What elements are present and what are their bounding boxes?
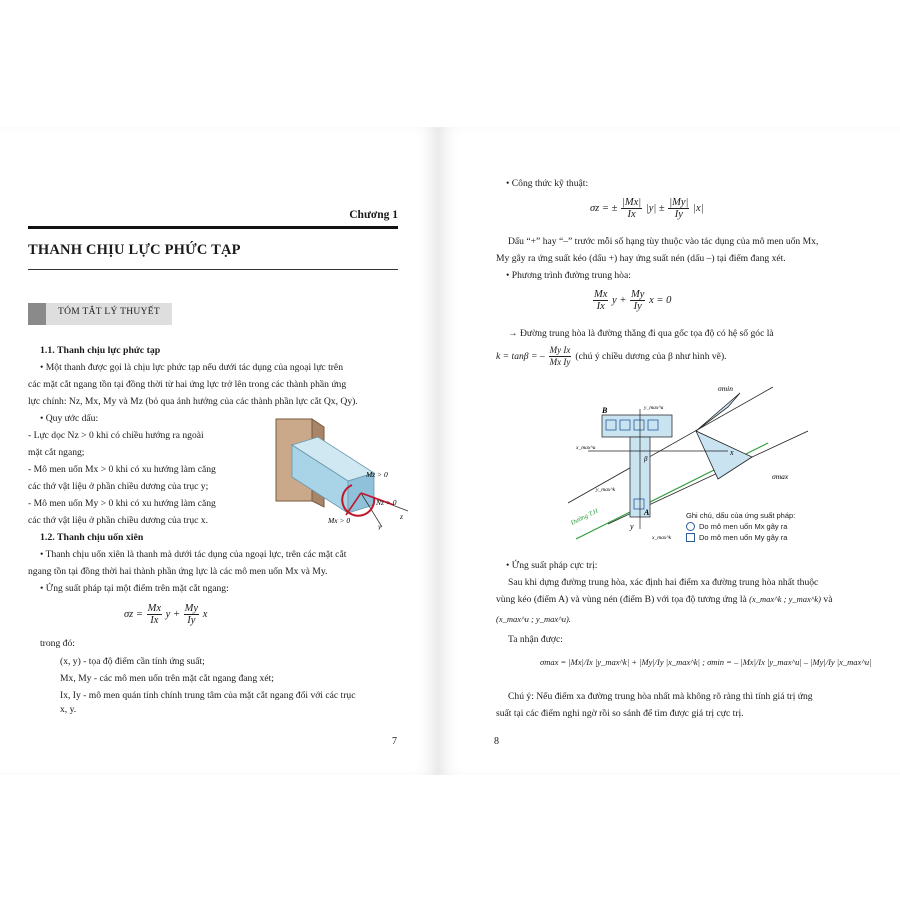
fig-label-mz: Mz > 0 xyxy=(366,470,388,479)
chapter-label: Chương 1 xyxy=(349,209,398,221)
legend-row-1 xyxy=(686,522,787,531)
formula-3-den-1: Ix xyxy=(596,301,605,312)
fig-sigma-max: σmax xyxy=(772,472,789,481)
fig-label-y: y xyxy=(378,522,382,530)
definition-3-line-2: x, y. xyxy=(60,704,77,715)
where-label: trong đó: xyxy=(40,638,75,649)
bullet-neutral-axis: • Phương trình đường trung hòa: xyxy=(506,270,631,281)
summary-marker xyxy=(28,303,46,325)
fig-ymax-u: y_max^u xyxy=(644,405,664,411)
s1-line-3: lực chính: Nz, Mx, My và Mz (bỏ qua ảnh hưởng của các thành phần lực cắt Qx, Qy). xyxy=(28,396,358,407)
formula-3-frac-2 xyxy=(630,289,645,312)
extreme-line-1: Sau khi dựng đường trung hòa, xác định hai điểm xa đường trung hòa nhất thuộc xyxy=(508,577,819,588)
bullet-technical-formula: • Công thức kỹ thuật: xyxy=(506,178,589,189)
neutral-axis-slope xyxy=(496,345,727,368)
formula-extreme-stress: σmax = |Mx|/Ix |y_max^k| + |My|/Iy |x_max^k| ; σmin = – |Mx|/Ix |y_max^u| – |My|/Iy |x_max^u| xyxy=(540,657,872,667)
summary-banner xyxy=(28,303,172,325)
fig-xmax-u: x_max^u xyxy=(576,445,596,451)
formula-2-var-2: |x| xyxy=(693,202,704,214)
extreme-coord-1: (x_max^k ; y_max^k) xyxy=(749,594,821,604)
formula-2-var-1: |y| ± xyxy=(645,202,665,214)
extreme-line-2-and: và xyxy=(823,594,833,605)
rule-1-line-1: - Lực dọc Nz > 0 khi có chiều hướng ra ngoài xyxy=(28,430,204,441)
summary-label: TÓM TẮT LÝ THUYẾT xyxy=(58,307,160,317)
rule-2-line-1: - Mô men uốn Mx > 0 khi có xu hướng làm căng xyxy=(28,464,216,475)
formula-3-frac-1 xyxy=(593,289,608,312)
formula-1-num-2: My xyxy=(184,603,199,614)
neutral-axis-line-1: → Đường trung hòa là đường thẳng đi qua gốc tọa độ có hệ số góc là xyxy=(508,328,774,339)
formula-2-num-1: |Mx| xyxy=(622,197,642,208)
rule-3-line-2: các thớ vật liệu ở phần chiều dương của trục x. xyxy=(28,515,208,526)
slope-den: Mx Iy xyxy=(549,357,571,367)
definition-2: Mx, My - các mô men uốn trên mặt cắt ngang đang xét; xyxy=(60,673,274,684)
definition-1: (x, y) - tọa độ điểm cần tính ứng suất; xyxy=(60,656,205,667)
formula-2-lhs: σz = ± xyxy=(590,202,618,214)
sign-explanation-line-2: My gây ra ứng suất kéo (dấu +) hay ứng suất nén (dấu –) tại điểm đang xét. xyxy=(496,253,786,264)
legend-title: Ghi chú, dấu của ứng suất pháp: xyxy=(686,511,796,520)
s2-line-2: ngang tồn tại đồng thời hai thành phần ứng lực là các mô men uốn Mx và My. xyxy=(28,566,328,577)
slope-note: (chú ý chiều dương của β như hình vẽ). xyxy=(575,351,727,362)
formula-3-den-2: Iy xyxy=(633,301,642,312)
formula-1-den-2: Iy xyxy=(187,615,196,626)
slope-num: My Ix xyxy=(549,345,571,355)
fig-sigma-min: σmin xyxy=(718,384,733,393)
chapter-title: THANH CHỊU LỰC PHỨC TẠP xyxy=(28,242,241,258)
title-rule xyxy=(28,269,398,270)
fig-neutral-line: Đường T.H xyxy=(569,507,600,527)
fig-label-z: z xyxy=(400,512,403,521)
formula-2-frac-1 xyxy=(621,197,642,220)
formula-2-frac-2 xyxy=(668,197,689,220)
formula-1-num-1: Mx xyxy=(147,603,162,614)
bullet-extreme-stress: • Ứng suất pháp cực trị: xyxy=(506,560,598,571)
extreme-coord-2: (x_max^u ; y_max^u). xyxy=(496,614,571,624)
left-page xyxy=(0,127,438,775)
formula-2-den-1: Ix xyxy=(627,209,636,220)
formula-1-var-1: y + xyxy=(165,608,181,620)
extreme-line-2 xyxy=(496,591,832,608)
fig-ymax-k: y_max^k xyxy=(596,487,616,493)
formula-1-frac-2 xyxy=(184,603,199,626)
fig-beta: β xyxy=(644,455,648,463)
right-page xyxy=(438,127,900,775)
chapter-rule-top xyxy=(28,226,398,229)
fig-xmax-k: x_max^k xyxy=(652,535,672,541)
s1-line-1: • Một thanh được gọi là chịu lực phức tạp nếu dưới tác dụng của ngoại lực trên xyxy=(40,362,343,373)
rule-3-line-1: - Mô men uốn My > 0 khi có xu hướng làm căng xyxy=(28,498,216,509)
page-number-left: 7 xyxy=(392,736,397,747)
extreme-line-2-text: vùng kéo (điểm A) và vùng nén (điểm B) với tọa độ tương ứng là xyxy=(496,594,747,605)
result-label: Ta nhận được: xyxy=(508,634,563,645)
formula-neutral-axis xyxy=(592,289,671,312)
slope-lhs: k = tanβ = – xyxy=(496,351,545,362)
section-2-heading: 1.2. Thanh chịu uốn xiên xyxy=(40,532,144,543)
fig-axis-y: y xyxy=(630,522,634,531)
fig-axis-x: x xyxy=(730,448,734,457)
fig-label-mx: Mx > 0 xyxy=(328,516,351,525)
sign-explanation-line-1: Dấu “+” hay “–” trước mỗi số hạng tùy thuộc vào tác dụng của mô men uốn Mx, xyxy=(508,236,819,247)
formula-1-frac-1 xyxy=(147,603,162,626)
page-number-right: 8 xyxy=(494,736,499,747)
fig-point-a: A xyxy=(644,508,650,517)
fig-label-nz: Nz > 0 xyxy=(376,498,397,507)
formula-normal-stress xyxy=(124,603,207,626)
formula-3-num-2: My xyxy=(631,289,645,300)
s2-line-3: • Ứng suất pháp tại một điểm trên mặt cắt ngang: xyxy=(40,583,229,594)
legend-row-2 xyxy=(686,533,787,542)
formula-3-num-1: Mx xyxy=(594,289,608,300)
formula-technical xyxy=(590,197,704,220)
formula-3-var-1: y + xyxy=(612,294,627,306)
legend-circle-icon xyxy=(686,522,695,531)
formula-1-lhs: σz = xyxy=(124,608,143,620)
section-1-heading: 1.1. Thanh chịu lực phức tạp xyxy=(40,345,161,356)
fig-point-b: B xyxy=(602,406,608,415)
legend-1-label: Do mô men uốn Mx gây ra xyxy=(699,522,788,531)
slope-fraction xyxy=(549,345,572,368)
s1-line-2: các mặt cắt ngang tồn tại đồng thời từ hai ứng lực trở lên trong các thành phần ứng xyxy=(28,379,347,390)
definition-3-line-1: Ix, Iy - mô men quán tính chính trung tâm của mặt cắt ngang đối với các trục xyxy=(60,690,356,701)
s2-line-1: • Thanh chịu uốn xiên là thanh mà dưới tác dụng của ngoại lực, trên các mặt cắt xyxy=(40,549,347,560)
formula-1-den-1: Ix xyxy=(150,615,159,626)
note-line-2: suất tại các điểm nghi ngờ rồi so sánh để tìm được giá trị cực trị. xyxy=(496,708,744,719)
legend-square-icon xyxy=(686,533,695,542)
formula-3-var-2: x = 0 xyxy=(649,294,672,306)
beam-figure xyxy=(262,415,412,530)
note-line-1: Chú ý: Nếu điểm xa đường trung hòa nhất mà không rõ ràng thì tính giá trị ứng xyxy=(508,691,813,702)
formula-2-den-2: Iy xyxy=(674,209,683,220)
formula-2-num-2: |My| xyxy=(669,197,689,208)
sign-rule-label: • Quy ước dấu: xyxy=(40,413,99,424)
rule-2-line-2: các thớ vật liệu ở phần chiều dương của trục y; xyxy=(28,481,209,492)
legend-2-label: Do mô men uốn My gây ra xyxy=(699,533,788,542)
rule-1-line-2: mặt cắt ngang; xyxy=(28,447,85,458)
formula-1-var-2: x xyxy=(202,608,208,620)
